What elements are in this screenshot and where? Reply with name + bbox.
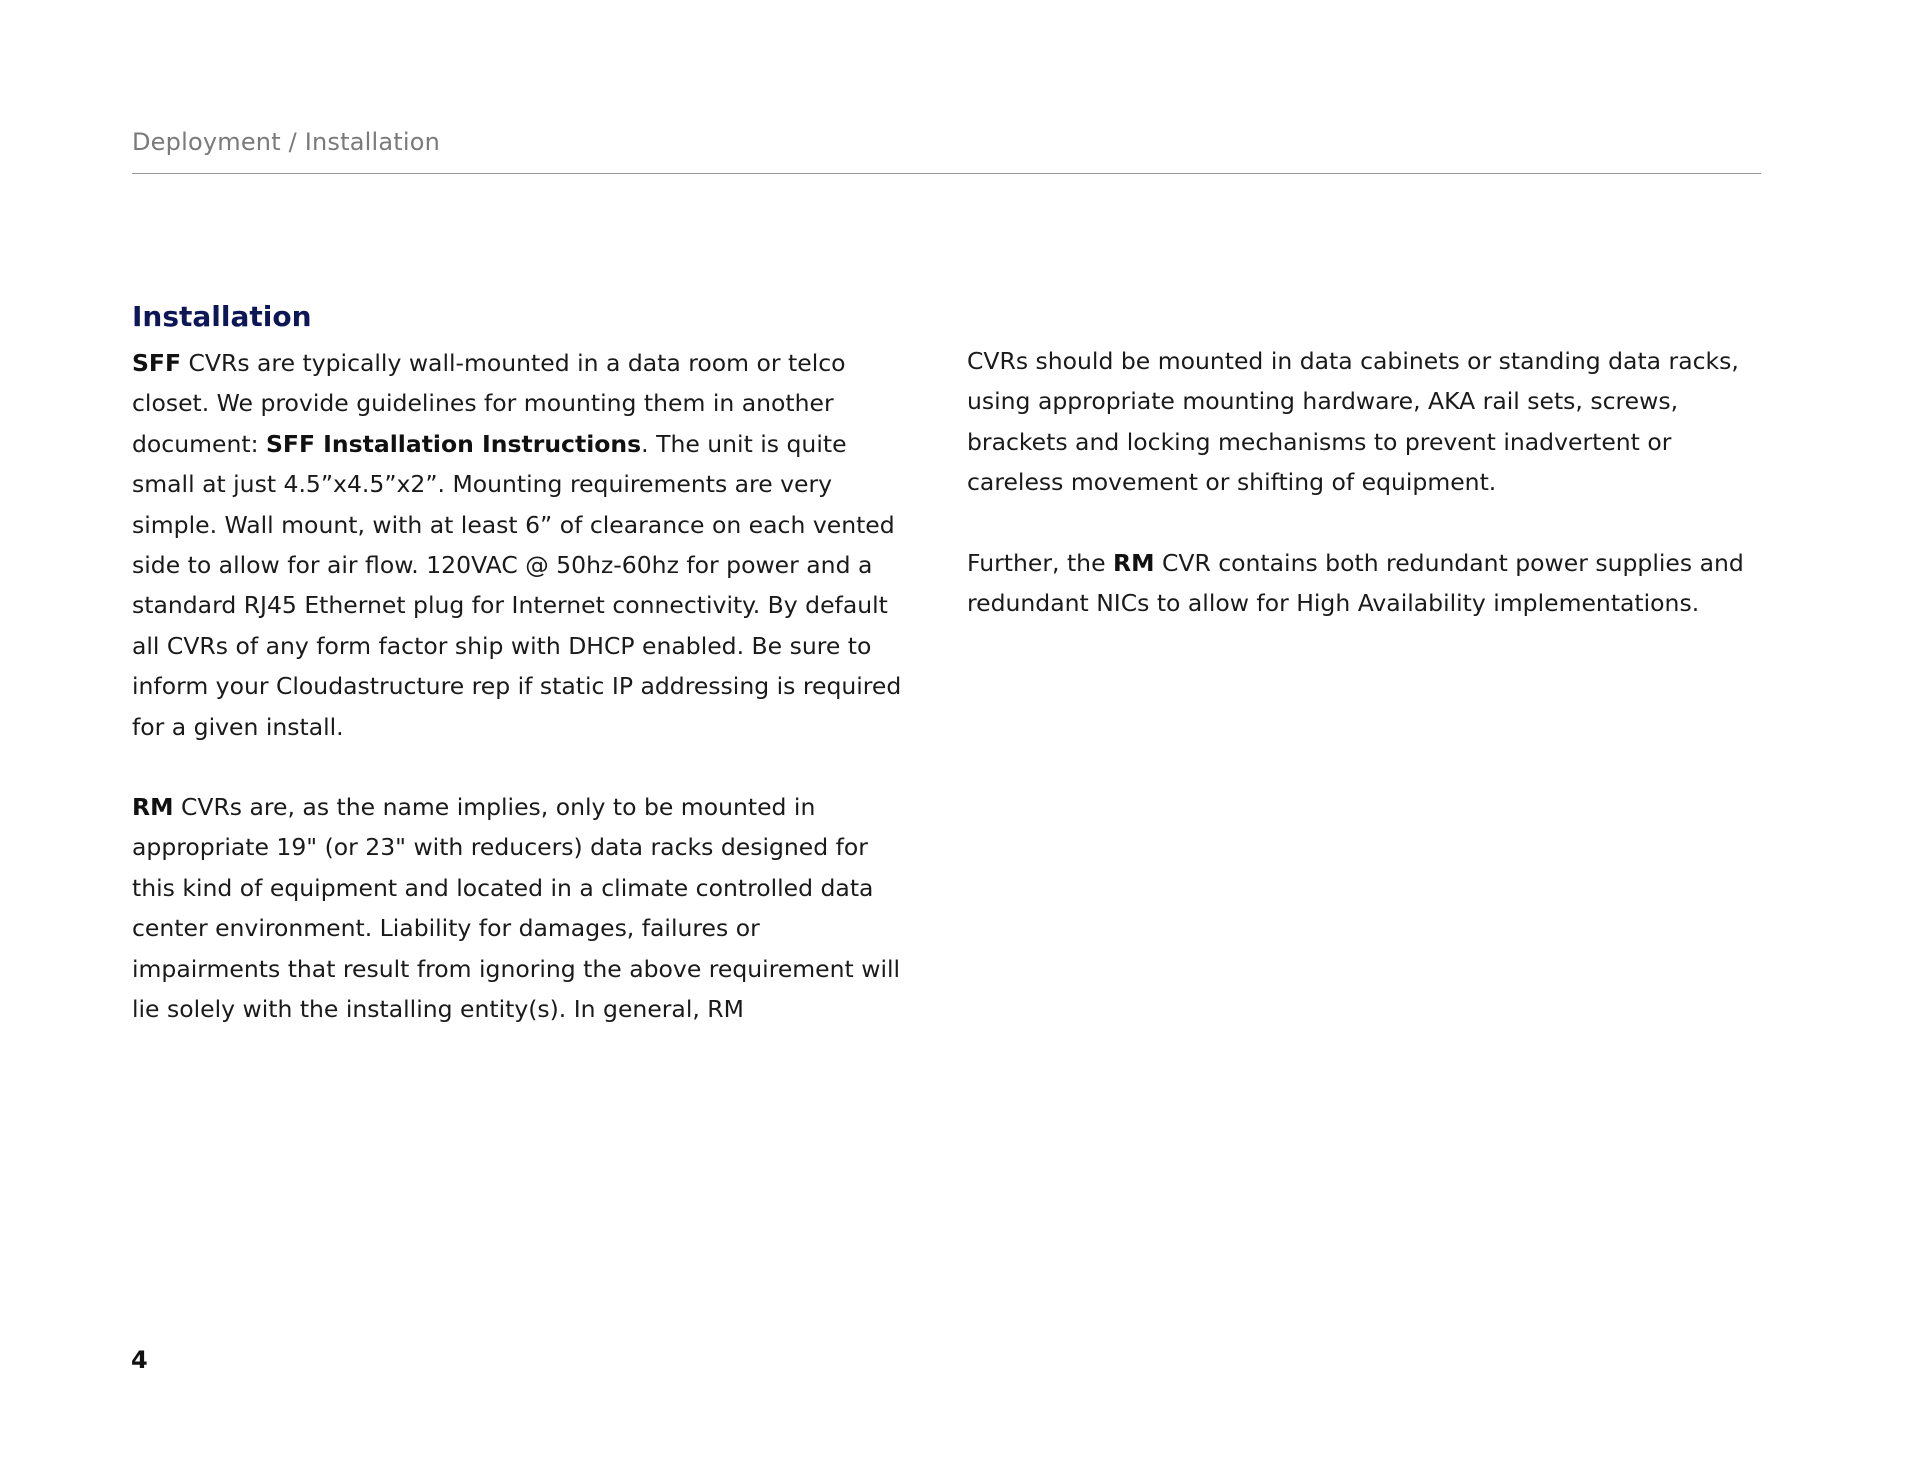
bold-doc-title: SFF Installation Instructions (265, 429, 642, 458)
right-column (967, 341, 1757, 663)
left-column (132, 343, 912, 1070)
paragraph-text: CVRs are, as the name implies, only to be mounted in appropriate 19" (or 23" with reducers) data racks designed for this kind of equipment and located in a climate controlled data center environment. Liability for damages, failures or impairments that result from ignoring the above requirement will lie solely with the installing entity(s). In general, RM (132, 793, 901, 1024)
bold-term-rm: RM (132, 793, 174, 822)
paragraph-redundancy (967, 543, 1757, 624)
paragraph-sff (132, 343, 912, 747)
paragraph-rm (132, 787, 912, 1029)
paragraph-text: CVRs should be mounted in data cabinets or standing data racks, using appropriate mounting hardware, AKA rail sets, screws, brackets and locking mechanisms to prevent inadvertent or careless movement or shifting of equipment. (967, 347, 1739, 497)
breadcrumb: Deployment / Installation (132, 128, 441, 156)
bold-term-sff: SFF (132, 349, 182, 377)
page-number: 4 (131, 1346, 148, 1374)
paragraph-text: CVR contains both redundant power supplies and redundant NICs to allow for High Availability implementations. (967, 548, 1744, 618)
bold-term-rm: RM (1113, 548, 1155, 577)
section-heading: Installation (132, 300, 312, 333)
paragraph-text: CVRs are typically wall-mounted in a data room or telco closet. We provide guidelines for mounting them in another document: (132, 349, 846, 458)
paragraph-text: . The unit is quite small at just 4.5”x4.5”x2”. Mounting requirements are very simple. Wall mount, with at least 6” of clearance on each vented side to allow for air flow. 120VAC @ 50hz-60hz for power and a standard RJ45 Ethernet plug for Internet connectivity. By default all CVRs of any form factor ship with DHCP enabled. Be sure to inform your Cloudastructure rep if static IP addressing is required for a given install. (132, 429, 902, 741)
header-divider (132, 173, 1761, 174)
paragraph-text: Further, the (967, 548, 1113, 577)
paragraph-mounting (967, 341, 1757, 503)
